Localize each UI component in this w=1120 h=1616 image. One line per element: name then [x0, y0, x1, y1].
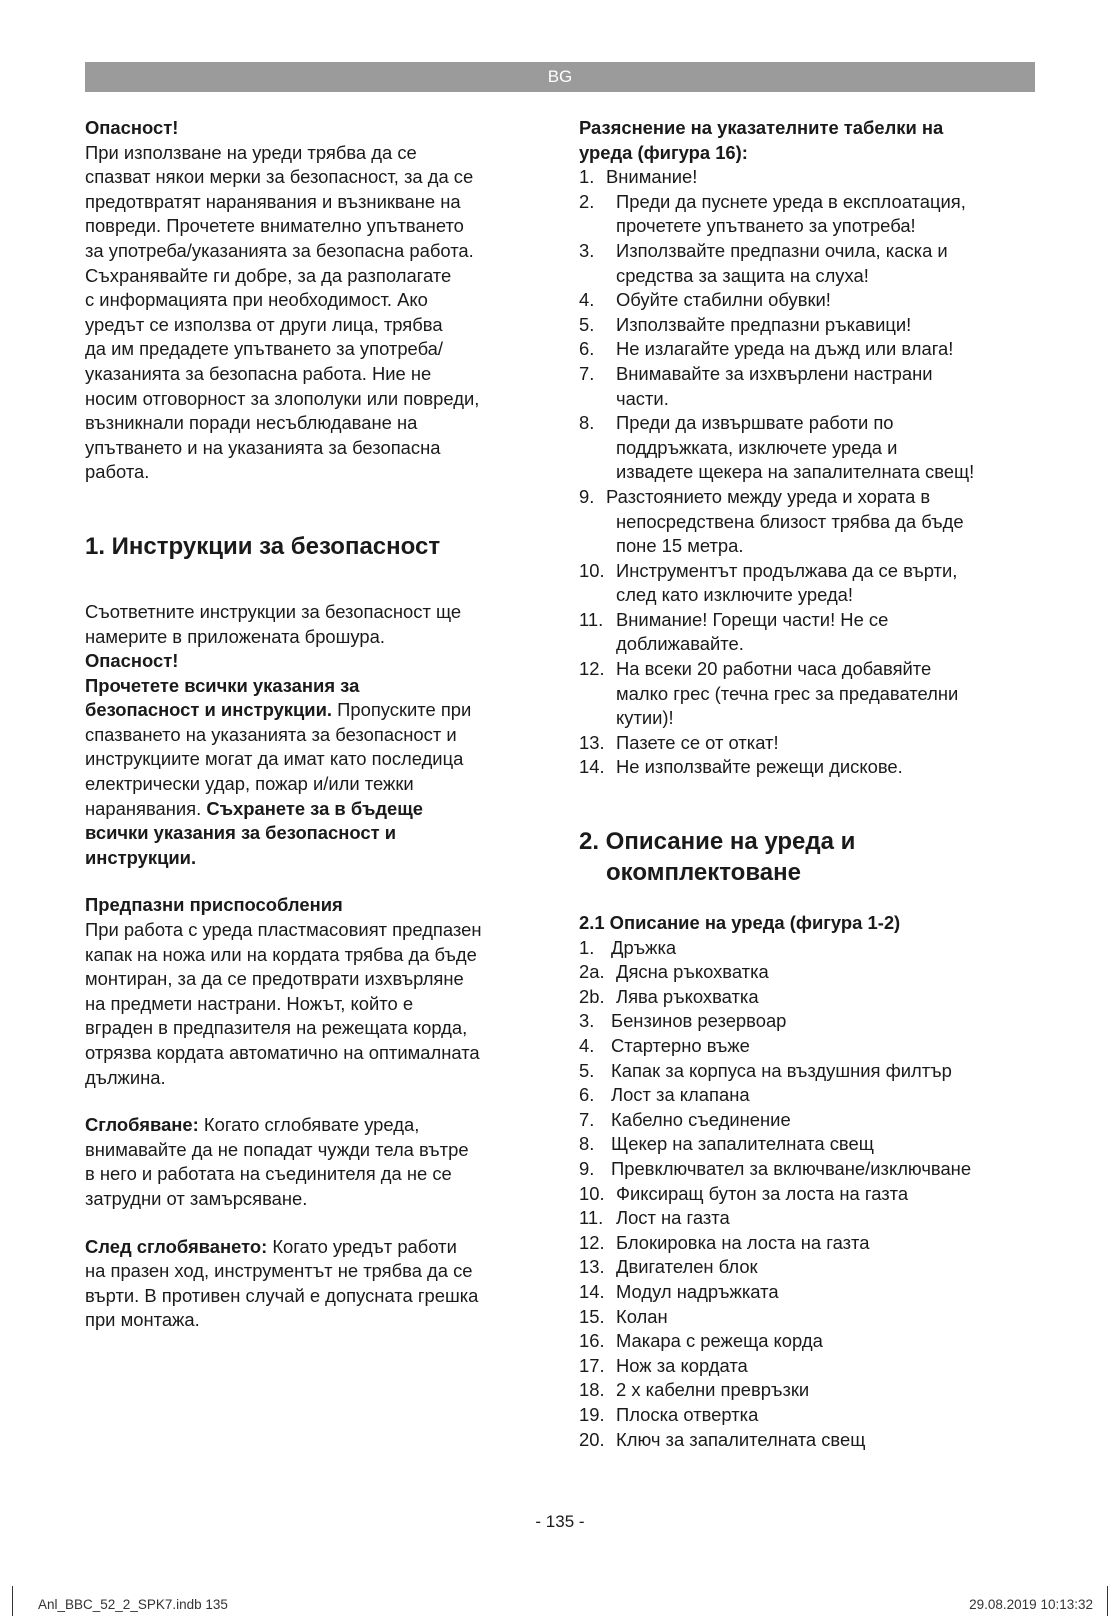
list-number: 14.: [579, 1280, 605, 1302]
section-2-heading-line: окомплектоване: [606, 859, 801, 887]
language-code: BG: [547, 67, 573, 86]
text-line: затрудни от замърсяване.: [85, 1187, 308, 1209]
list-number: 3.: [579, 239, 595, 261]
list-number: 2b.: [579, 985, 605, 1007]
list-item: [579, 1009, 1039, 1034]
list-text: части.: [616, 387, 669, 409]
list-item: [579, 1108, 1039, 1133]
text-line: носим отговорност за злополуки или повреди,: [85, 387, 480, 409]
text-line: върти. В противен случай е допусната грешка: [85, 1284, 479, 1306]
list-text: поне 15 метра.: [616, 535, 744, 557]
text-line: внимавайте да не попадат чужди тела вътре: [85, 1138, 469, 1160]
list-item: [579, 1329, 1039, 1354]
list-item: [579, 985, 1039, 1010]
list-number: 12.: [579, 658, 605, 680]
list-item: [579, 755, 1039, 780]
list-number: 13.: [579, 731, 605, 753]
text-line: капак на ножа или на кордата трябва да бъде: [85, 943, 477, 965]
list-item: [579, 1428, 1039, 1453]
text-line: с информацията при необходимост. Ако: [85, 289, 428, 311]
parts-list: [579, 936, 1039, 1452]
list-number: 10.: [579, 559, 605, 581]
list-number: 1.: [579, 936, 595, 958]
list-text: Плоска отвертка: [616, 1403, 759, 1425]
text-line: уредът се използва от други лица, трябва: [85, 313, 443, 335]
list-number: 11.: [579, 608, 604, 630]
list-number: 18.: [579, 1379, 605, 1401]
text-line: инструкциите могат да имат като последица: [85, 748, 464, 770]
list-item: [579, 731, 1039, 756]
list-text: Не излагайте уреда на дъжд или влага!: [616, 338, 954, 360]
list-text: Обуйте стабилни обувки!: [616, 289, 831, 311]
danger-title: Опасност!: [85, 117, 179, 138]
danger-paragraph: [85, 141, 545, 485]
list-item: [579, 1059, 1039, 1084]
list-number: 5.: [579, 313, 595, 335]
list-text: Не използвайте режещи дискове.: [616, 756, 903, 778]
list-number: 19.: [579, 1403, 605, 1425]
list-text: Ключ за запалителната свещ: [616, 1428, 866, 1450]
list-item: [579, 337, 1039, 362]
danger-title-2: Опасност!: [85, 650, 179, 672]
list-item: [579, 165, 1039, 190]
text-line: монтиран, за да се предотврати изхвърляне: [85, 968, 464, 990]
list-item: [579, 657, 1039, 731]
list-text: Капак за корпуса на въздушния филтър: [611, 1059, 952, 1081]
list-text: Нож за кордата: [616, 1354, 748, 1376]
warning-bold-text: безопасност и инструкции.: [85, 699, 333, 721]
list-text: извадете щекера на запалителната свещ!: [616, 461, 975, 483]
list-item: [579, 1255, 1039, 1280]
language-header-bar: [85, 62, 1035, 92]
crop-mark: [12, 1586, 13, 1616]
list-text: прочетете упътването за употреба!: [616, 215, 916, 237]
list-number: 4.: [579, 1035, 595, 1056]
list-item: [579, 1403, 1039, 1428]
list-item: [579, 1206, 1039, 1231]
assembly-label: Сглобяване:: [85, 1114, 199, 1136]
text-line: на предмети настрани. Ножът, който е: [85, 992, 414, 1014]
list-text: Преди да пуснете уреда в експлоатация,: [616, 190, 966, 212]
after-assembly-first-line: [85, 1235, 545, 1260]
description-heading: 2.1 Описание на уреда (фигура 1-2): [579, 912, 901, 934]
list-number: 16.: [579, 1330, 605, 1352]
list-text: Лост на газта: [616, 1207, 730, 1229]
text-line: Съхранявайте ги добре, за да разполагате: [85, 264, 452, 286]
assembly-text: Когато сглобявате уреда,: [198, 1114, 420, 1136]
after-assembly-text: Когато уредът работи: [267, 1235, 457, 1257]
text-line: При работа с уреда пластмасовият предпазен: [85, 919, 482, 941]
text-line: При използване на уреди трябва да се: [85, 141, 417, 163]
footer-file-name: Anl_BBC_52_2_SPK7.indb 135: [38, 1597, 228, 1612]
text-line: спазват някои мерки за безопасност, за да се: [85, 166, 474, 188]
text-line: вграден в предпазителя на режещата корда,: [85, 1017, 468, 1039]
list-item: [579, 288, 1039, 313]
list-text: Разстоянието между уреда и хората в: [606, 485, 931, 507]
text-line: отрязва кордата автоматично на оптималната: [85, 1042, 480, 1063]
list-text: Инструментът продължава да се върти,: [616, 559, 958, 581]
text-line: електрически удар, пожар и/или тежки: [85, 773, 414, 795]
text-line: предотвратят наранявания и възникване на: [85, 190, 461, 212]
list-item: [579, 1034, 1039, 1059]
list-text: Дясна ръкохватка: [616, 961, 769, 983]
list-number: 7.: [579, 1108, 595, 1130]
signs-heading-line-1: Разяснение на указателните табелки на: [579, 117, 944, 138]
warning-text: наранявания.: [85, 797, 207, 819]
warning-bold-text: Съхранете за в бъдеще: [206, 797, 423, 819]
warning-bold-line: инструкции.: [85, 846, 197, 868]
list-item: [579, 1132, 1039, 1157]
list-text: Двигателен блок: [616, 1256, 758, 1278]
list-number: 17.: [579, 1354, 605, 1376]
list-text: Пазете се от откат!: [616, 731, 779, 753]
list-text: Блокировка на лоста на газта: [616, 1231, 870, 1253]
list-item: [579, 1083, 1039, 1108]
list-number: 7.: [579, 362, 595, 384]
list-item: [579, 559, 1039, 608]
list-number: 14.: [579, 756, 605, 778]
signs-list: [579, 165, 1039, 780]
list-number: 8.: [579, 412, 595, 434]
list-text: 2 x кабелни превръзки: [616, 1379, 810, 1401]
text-line: за употреба/указанията за безопасна работа.: [85, 239, 474, 261]
list-text: малко грес (течна грес за предавателни: [616, 682, 959, 704]
left-column: [85, 116, 545, 1333]
text-line: дължина.: [85, 1066, 166, 1088]
list-item: [579, 1231, 1039, 1256]
warning-bold-line: Прочетете всички указания за: [85, 674, 360, 696]
warning-mixed-line: [85, 698, 545, 723]
text-line: упътването и на указанията за безопасна: [85, 436, 441, 458]
text-line: спазването на указанията за безопасност и: [85, 723, 457, 745]
text-line: повреди. Прочетете внимателно упътването: [85, 215, 464, 237]
list-text: поддръжката, изключете уреда и: [616, 436, 898, 458]
list-text: Колан: [616, 1305, 668, 1327]
list-number: 8.: [579, 1133, 595, 1155]
list-number: 20.: [579, 1428, 605, 1450]
list-number: 2.: [579, 190, 595, 212]
list-text: Използвайте предпазни очила, каска и: [616, 239, 948, 261]
warning-text: Пропуските при: [332, 699, 472, 721]
page-number: - 135 -: [535, 1512, 585, 1531]
list-text: Дръжка: [611, 936, 677, 958]
list-text: средства за защита на слуха!: [616, 264, 869, 286]
list-number: 13.: [579, 1256, 605, 1278]
list-text: доближавайте.: [616, 633, 744, 655]
warning-bold-line: всички указания за безопасност и: [85, 822, 396, 844]
list-item: [579, 1182, 1039, 1207]
text-line: работа.: [85, 461, 150, 483]
text-line: Съответните инструкции за безопасност ще: [85, 600, 462, 622]
section-1-heading: 1. Инструкции за безопасност: [85, 532, 441, 560]
list-item: [579, 936, 1039, 961]
list-item: [579, 1157, 1039, 1182]
list-number: 9.: [579, 485, 595, 507]
list-number: 10.: [579, 1182, 605, 1204]
list-number: 3.: [579, 1010, 595, 1032]
list-number: 5.: [579, 1059, 595, 1081]
list-item: [579, 485, 1039, 559]
list-number: 6.: [579, 1084, 595, 1106]
text-line: да им предадете упътването за употреба/: [85, 338, 444, 360]
list-text: непосредствена близост трябва да бъде: [616, 510, 964, 532]
list-item: [579, 1378, 1039, 1403]
list-number: 1.: [579, 166, 595, 188]
list-text: Внимавайте за изхвърлени настрани: [616, 362, 933, 384]
list-text: Бензинов резервоар: [611, 1010, 787, 1032]
list-text: На всеки 20 работни часа добавяйте: [616, 658, 932, 680]
list-item: [579, 608, 1039, 657]
right-column: [579, 116, 1039, 1452]
after-assembly-label: След сглобяването:: [85, 1235, 268, 1257]
list-number: 15.: [579, 1305, 605, 1327]
section-2-heading: [579, 826, 1039, 888]
text-line: на празен ход, инструментът не трябва да се: [85, 1260, 473, 1282]
list-text: след като изключите уреда!: [616, 584, 854, 606]
list-item: [579, 1305, 1039, 1330]
list-text: кутии)!: [616, 707, 674, 729]
list-text: Внимание!: [606, 166, 698, 188]
list-text: Лява ръкохватка: [616, 985, 759, 1007]
list-item: [579, 362, 1039, 411]
list-item: [579, 313, 1039, 338]
list-text: Лост за клапана: [611, 1084, 750, 1106]
footer-timestamp: 29.08.2019 10:13:32: [969, 1597, 1093, 1612]
list-item: [579, 960, 1039, 985]
list-number: 6.: [579, 338, 595, 360]
list-number: 2a.: [579, 961, 605, 983]
list-number: 4.: [579, 289, 595, 311]
list-number: 11.: [579, 1207, 604, 1229]
list-number: 9.: [579, 1157, 595, 1179]
crop-mark: [1107, 1586, 1108, 1616]
signs-heading-line-2: уреда (фигура 16):: [579, 141, 748, 163]
list-item: [579, 1354, 1039, 1379]
list-item: [579, 1280, 1039, 1305]
list-text: Щекер на запалителната свещ: [611, 1133, 874, 1155]
list-number: 12.: [579, 1231, 605, 1253]
list-item: [579, 239, 1039, 288]
list-text: Внимание! Горещи части! Не се: [616, 608, 889, 630]
list-item: [579, 190, 1039, 239]
guards-heading: Предпазни приспособления: [85, 894, 343, 916]
text-line: възникнали поради несъблюдаване на: [85, 412, 418, 434]
list-text: Превключвател за включване/изключване: [611, 1157, 972, 1179]
text-line: указанията за безопасна работа. Ние не: [85, 362, 432, 384]
text-line: при монтажа.: [85, 1309, 200, 1331]
list-text: Кабелно съединение: [611, 1108, 791, 1130]
list-text: Стартерно въже: [611, 1035, 750, 1056]
text-line: намерите в приложената брошура.: [85, 625, 385, 647]
list-text: Макара с режеща корда: [616, 1330, 823, 1352]
list-text: Фиксиращ бутон за лоста на газта: [616, 1182, 909, 1204]
list-text: Преди да извършвате работи по: [616, 412, 894, 434]
list-item: [579, 411, 1039, 485]
list-text: Използвайте предпазни ръкавици!: [616, 313, 912, 335]
text-line: в него и работата на съединителя да не се: [85, 1163, 452, 1185]
assembly-paragraph-first-line: [85, 1113, 545, 1138]
list-text: Модул надръжката: [616, 1280, 779, 1302]
warning-mixed-line: [85, 797, 545, 822]
section-2-heading-line: 2. Описание на уреда и: [579, 828, 856, 856]
